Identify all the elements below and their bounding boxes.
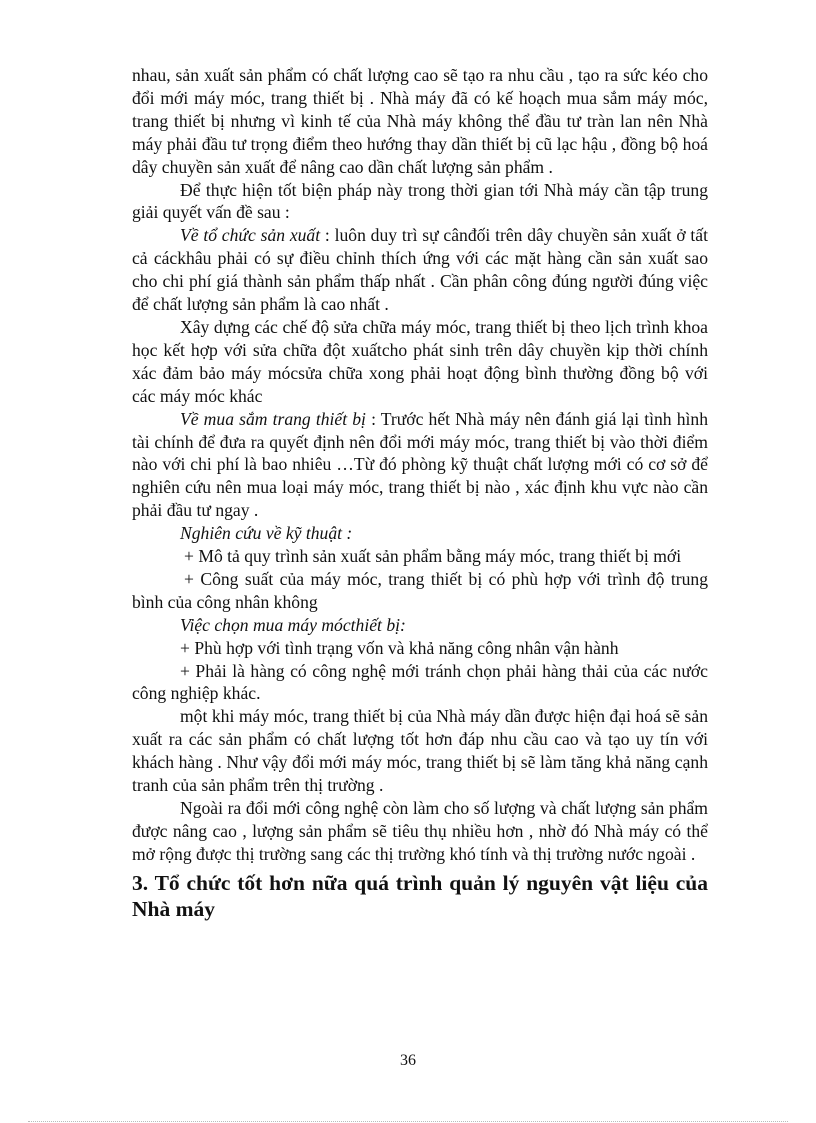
production-organization-label: Về tổ chức sản xuất — [180, 225, 321, 246]
page-bottom-divider — [28, 1121, 788, 1122]
paragraph-market-expansion: Ngoài ra đổi mới công nghệ còn làm cho số lượng và chất lượng sản phẩm được nâng cao , lượng sản phẩm sẽ tiêu thụ nhiều hơn , nhờ đó Nhà máy có thể mở rộng được thị trường sang các thị trường khó tính và thị trường nước ngoài . — [132, 798, 708, 864]
technical-research-item: + Công suất của máy móc, trang thiết bị có phù hợp với trình độ trung bình của công nhân không — [132, 568, 708, 612]
technical-research-item: + Mô tả quy trình sản xuất sản phẩm bằng máy móc, trang thiết bị mới — [184, 546, 682, 567]
equipment-purchase-text: : Trước hết Nhà máy nên đánh giá lại tình hình tài chính để đưa ra quyết định nên đổi mới máy móc, trang thiết bị vào thời điểm nào với chi phí là bao nhiêu …Từ đó phòng kỹ thuật chất lượng mới có cơ sở để nghiên cứu nên mua loại máy móc, trang thiết bị nào , xác định khu vực nào cần phải đầu tư ngay . — [132, 408, 708, 521]
section-heading: 3. Tổ chức tốt hơn nữa quá trình quản lý nguyên vật liệu của Nhà máy — [132, 870, 708, 921]
paragraph-equipment-purchase — [132, 408, 708, 523]
machine-selection-item: + Phải là hàng có công nghệ mới tránh chọn phải hàng thải của các nước công nghiệp khác. — [132, 660, 708, 704]
equipment-purchase-label: Về mua sắm trang thiết bị — [180, 408, 366, 429]
paragraph-modernization: một khi máy móc, trang thiết bị của Nhà máy dần được hiện đại hoá sẽ sản xuất ra các sản phẩm có chất lượng tốt hơn đáp nhu cầu cao và tạo uy tín với khách hàng . Như vậy đổi mới máy móc, trang thiết bị sẽ làm tăng khả năng cạnh tranh của sản phẩm trên thị trường . — [132, 706, 708, 796]
page-number: 36 — [400, 1052, 416, 1069]
paragraph-intro: nhau, sản xuất sản phẩm có chất lượng cao sẽ tạo ra nhu cầu , tạo ra sức kéo cho đổi mới máy móc, trang thiết bị . Nhà máy đã có kế hoạch mua sắm máy móc, trang thiết bị nhưng vì kinh tế của Nhà máy không thể đầu tư tràn lan nên Nhà máy phải đầu tư trọng điểm theo hướng thay dần thiết bị cũ lạc hậu , đồng bộ hoá dây chuyền sản xuất để nâng cao dần chất lượng sản phẩm . — [132, 65, 708, 177]
paragraph-production-organization — [132, 224, 708, 316]
machine-selection-label: Việc chọn mua máy mócthiết bị: — [180, 614, 406, 635]
paragraph-maintenance: Xây dựng các chế độ sửa chữa máy móc, trang thiết bị theo lịch trình khoa học kết hợp với sửa chữa đột xuấtcho phát sinh trên dây chuyền kịp thời chính xác đảm bảo máy mócsửa chữa xong phải hoạt động bình thường đồng bộ với các máy móc khác — [132, 316, 708, 406]
machine-selection-item: + Phù hợp với tình trạng vốn và khả năng công nhân vận hành — [180, 637, 619, 658]
document-page — [132, 64, 708, 922]
paragraph-solution: Để thực hiện tốt biện pháp này trong thời gian tới Nhà máy cần tập trung giải quyết vấn đề sau : — [132, 179, 708, 223]
technical-research-label: Nghiên cứu về kỹ thuật : — [180, 523, 353, 544]
production-organization-text: : luôn duy trì sự cânđối trên dây chuyền sản xuất ở tất cả cáckhâu phải có sự điều chỉnh thích ứng với các mặt hàng cần sản xuất sao cho chi phí giá thành sản phẩm thấp nhất . Cần phân công đúng người đúng việc để chất lượng sản phẩm là cao nhất . — [132, 225, 708, 315]
